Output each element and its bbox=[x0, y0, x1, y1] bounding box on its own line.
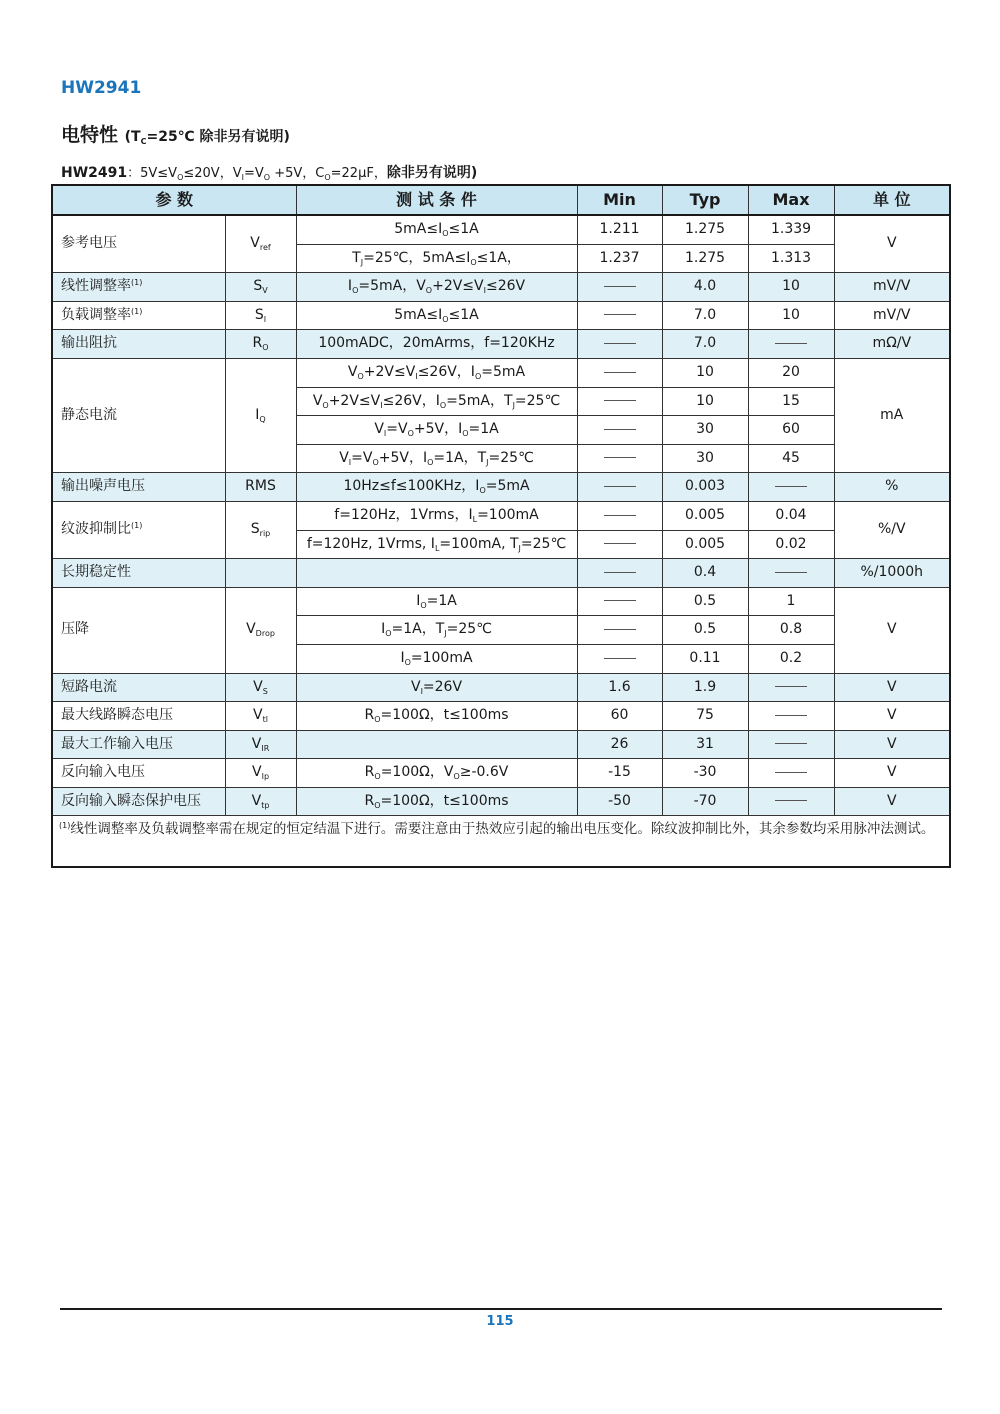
value-typ: 75 bbox=[662, 702, 748, 731]
symbol-sub: S bbox=[262, 686, 268, 696]
symbol-sub: rip bbox=[259, 529, 271, 539]
cond-tail: 除非另有说明) bbox=[386, 165, 478, 181]
footnote-row bbox=[52, 816, 950, 868]
cond-text-4: +5V，C bbox=[270, 166, 325, 181]
param-name bbox=[52, 501, 225, 558]
param-name bbox=[52, 301, 225, 330]
value-typ: 30 bbox=[662, 444, 748, 473]
footnote-ref: (1) bbox=[131, 306, 143, 316]
test-conditions-line bbox=[61, 162, 477, 182]
value-min-dash bbox=[577, 644, 662, 673]
param-symbol bbox=[225, 730, 296, 759]
header-unit: 单 位 bbox=[834, 185, 950, 215]
condition-text: I bbox=[381, 621, 386, 638]
value-min: -15 bbox=[577, 759, 662, 788]
param-symbol bbox=[225, 759, 296, 788]
table-row bbox=[52, 358, 950, 387]
param-name: 压降 bbox=[52, 587, 225, 673]
value-min-dash bbox=[577, 530, 662, 559]
condition-text: I bbox=[400, 650, 405, 666]
page-number: 115 bbox=[486, 1314, 514, 1329]
param-symbol bbox=[225, 301, 296, 330]
condition-text: =25℃，5mA≤I bbox=[363, 249, 471, 266]
value-min-dash bbox=[577, 301, 662, 330]
test-condition bbox=[296, 473, 577, 502]
condition-text: V bbox=[339, 449, 349, 466]
value-max: 15 bbox=[748, 387, 834, 416]
value-max: 60 bbox=[748, 416, 834, 445]
condition-text: =1A，T bbox=[433, 449, 487, 466]
condition-text: =5mA，T bbox=[446, 392, 513, 409]
cond-sub-1: O bbox=[177, 173, 184, 182]
table-row bbox=[52, 702, 950, 731]
condition-text: V bbox=[374, 421, 384, 438]
condition-sub: O bbox=[404, 658, 411, 667]
table-row bbox=[52, 673, 950, 702]
condition-sub: I bbox=[415, 372, 418, 382]
cond-text-5: =22μF， bbox=[330, 166, 387, 181]
table-row bbox=[52, 501, 950, 530]
condition-text: +5V，I bbox=[378, 449, 428, 466]
param-symbol bbox=[225, 787, 296, 816]
param-name-text: 线性调整率 bbox=[61, 278, 131, 295]
condition-sub: L bbox=[472, 515, 478, 525]
param-symbol bbox=[225, 358, 296, 472]
param-name-text: 负载调整率 bbox=[61, 306, 131, 323]
param-name-text: 纹波抑制比 bbox=[61, 521, 131, 538]
section-title bbox=[61, 120, 290, 147]
value-min: -50 bbox=[577, 787, 662, 816]
cond-text-1: ：5V≤V bbox=[127, 166, 178, 181]
condition-text: ≤1A bbox=[448, 221, 479, 238]
footnote-mark: (1) bbox=[59, 821, 71, 831]
value-unit: %/V bbox=[834, 501, 950, 558]
table-row bbox=[52, 730, 950, 759]
value-typ: 10 bbox=[662, 358, 748, 387]
symbol-main: S bbox=[250, 521, 260, 538]
value-min-dash bbox=[577, 616, 662, 645]
table-row bbox=[52, 330, 950, 359]
value-max-dash bbox=[748, 730, 834, 759]
condition-sub: O bbox=[474, 372, 482, 382]
condition-sub: O bbox=[425, 286, 433, 296]
param-name: 反向输入瞬态保护电压 bbox=[52, 787, 225, 816]
value-max: 45 bbox=[748, 444, 834, 473]
value-min-dash bbox=[577, 358, 662, 387]
condition-text: 10Hz≤f≤100KHz，I bbox=[343, 478, 480, 495]
document-id: HW2941 bbox=[61, 78, 142, 98]
condition-text: =5mA bbox=[481, 364, 526, 381]
value-unit: mV/V bbox=[834, 273, 950, 302]
value-unit: V bbox=[834, 730, 950, 759]
test-condition bbox=[296, 416, 577, 445]
condition-text: =V bbox=[386, 421, 408, 438]
param-symbol bbox=[225, 501, 296, 558]
condition-sub: I bbox=[348, 457, 352, 467]
value-max-dash bbox=[748, 702, 834, 731]
value-min-dash bbox=[577, 473, 662, 502]
condition-text: 5mA≤I bbox=[394, 306, 443, 323]
symbol-sub: tp bbox=[261, 800, 270, 810]
header-min: Min bbox=[577, 185, 662, 215]
section-title-text: 电特性 bbox=[61, 124, 119, 146]
condition-text: ≤26V，I bbox=[417, 364, 475, 381]
symbol-main: V bbox=[253, 707, 263, 724]
cond-sub-2: I bbox=[241, 173, 244, 182]
condition-sub: J bbox=[518, 543, 521, 553]
condition-text: ≤1A， bbox=[476, 249, 521, 266]
condition-text: ≥-0.6V bbox=[459, 764, 509, 781]
test-condition bbox=[296, 501, 577, 530]
param-symbol bbox=[225, 587, 296, 673]
symbol-sub: ref bbox=[259, 243, 271, 253]
symbol-sub: Q bbox=[259, 414, 266, 424]
condition-text: R bbox=[364, 764, 375, 781]
cond-sub-4: O bbox=[324, 173, 331, 182]
condition-text: +2V≤V bbox=[432, 278, 484, 295]
value-max: 10 bbox=[748, 273, 834, 302]
value-typ: 30 bbox=[662, 416, 748, 445]
test-condition bbox=[296, 301, 577, 330]
condition-sub: I bbox=[483, 286, 486, 296]
condition-sub: O bbox=[385, 629, 392, 639]
condition-sub: O bbox=[470, 257, 477, 267]
header-typ: Typ bbox=[662, 185, 748, 215]
table-row bbox=[52, 587, 950, 616]
condition-sub: O bbox=[439, 400, 447, 410]
param-symbol bbox=[225, 330, 296, 359]
electrical-characteristics-table bbox=[51, 184, 951, 868]
param-symbol bbox=[225, 273, 296, 302]
param-name bbox=[52, 273, 225, 302]
test-condition bbox=[296, 215, 577, 244]
condition-sub: I bbox=[380, 400, 383, 410]
condition-text: +2V≤V bbox=[328, 392, 381, 409]
value-max: 10 bbox=[748, 301, 834, 330]
condition-sub: J bbox=[512, 400, 515, 410]
value-min: 1.237 bbox=[577, 244, 662, 273]
header-conditions: 测 试 条 件 bbox=[296, 185, 577, 215]
cond-text-2: ≤20V，V bbox=[183, 166, 242, 181]
test-condition bbox=[296, 759, 577, 788]
test-condition bbox=[296, 644, 577, 673]
param-name: 长期稳定性 bbox=[52, 559, 225, 588]
condition-text: I bbox=[416, 592, 421, 609]
value-max-dash bbox=[748, 787, 834, 816]
condition-text: =1A bbox=[468, 421, 499, 438]
value-unit: mV/V bbox=[834, 301, 950, 330]
value-unit: % bbox=[834, 473, 950, 502]
footnote-text: 线性调整率及负载调整率需在规定的恒定结温下进行。需要注意由于热效应引起的输出电压变化。除纹波抑制比外，其余参数均采用脉冲法测试。 bbox=[70, 821, 935, 838]
param-name: 反向输入电压 bbox=[52, 759, 225, 788]
value-min: 1.211 bbox=[577, 215, 662, 244]
footnote bbox=[52, 816, 950, 868]
param-symbol bbox=[225, 702, 296, 731]
value-typ: 0.11 bbox=[662, 644, 748, 673]
table-row bbox=[52, 787, 950, 816]
condition-text: ≤26V，I bbox=[382, 392, 440, 409]
value-typ: -30 bbox=[662, 759, 748, 788]
condition-text: =25℃ bbox=[488, 449, 534, 466]
table-row bbox=[52, 559, 950, 588]
value-typ: -70 bbox=[662, 787, 748, 816]
table-row bbox=[52, 473, 950, 502]
value-max: 1 bbox=[748, 587, 834, 616]
condition-text: +5V，I bbox=[413, 421, 463, 438]
condition-sub: O bbox=[462, 429, 469, 439]
value-typ: 0.003 bbox=[662, 473, 748, 502]
condition-text: =26V bbox=[422, 678, 463, 695]
test-condition bbox=[296, 444, 577, 473]
value-typ: 7.0 bbox=[662, 330, 748, 359]
value-max-dash bbox=[748, 673, 834, 702]
test-condition bbox=[296, 358, 577, 387]
value-max: 20 bbox=[748, 358, 834, 387]
symbol-sub: IR bbox=[261, 743, 270, 753]
symbol-sub: Ip bbox=[261, 772, 270, 782]
symbol-main: I bbox=[255, 406, 260, 423]
value-min: 1.6 bbox=[577, 673, 662, 702]
symbol-main: V bbox=[246, 621, 256, 638]
test-condition: 100mADC，20mArms，f=120KHz bbox=[296, 330, 577, 359]
condition-sub: L bbox=[434, 543, 440, 553]
param-symbol bbox=[225, 673, 296, 702]
condition-sub: J bbox=[360, 257, 364, 267]
footnote-ref: (1) bbox=[131, 521, 143, 531]
condition-text: R bbox=[364, 707, 375, 724]
condition-sub: O bbox=[357, 372, 364, 382]
value-min: 26 bbox=[577, 730, 662, 759]
condition-text: =100Ω，t≤100ms bbox=[380, 707, 509, 724]
value-max: 0.04 bbox=[748, 501, 834, 530]
value-min-dash bbox=[577, 273, 662, 302]
test-condition bbox=[296, 273, 577, 302]
symbol-main: V bbox=[251, 735, 262, 752]
param-symbol bbox=[225, 215, 296, 273]
value-typ: 1.275 bbox=[662, 244, 748, 273]
value-max-dash bbox=[748, 473, 834, 502]
test-condition bbox=[296, 559, 577, 588]
condition-text: T bbox=[352, 249, 361, 266]
value-typ: 10 bbox=[662, 387, 748, 416]
condition-text: =25℃ bbox=[446, 621, 492, 638]
value-typ: 0.005 bbox=[662, 530, 748, 559]
value-unit: %/1000h bbox=[834, 559, 950, 588]
value-typ: 1.9 bbox=[662, 673, 748, 702]
condition-text: =100mA bbox=[477, 507, 539, 524]
cond-sub-3: O bbox=[263, 173, 271, 182]
section-condition-prefix: (T bbox=[124, 129, 141, 145]
condition-text: =100Ω，V bbox=[380, 764, 454, 781]
value-min-dash bbox=[577, 501, 662, 530]
value-typ: 0.4 bbox=[662, 559, 748, 588]
value-max: 0.2 bbox=[748, 644, 834, 673]
value-typ: 0.5 bbox=[662, 587, 748, 616]
param-name: 静态电流 bbox=[52, 358, 225, 472]
value-unit: V bbox=[834, 787, 950, 816]
condition-text: =5mA，V bbox=[358, 278, 426, 295]
footer-divider bbox=[60, 1308, 942, 1310]
condition-sub: O bbox=[442, 229, 449, 239]
table-row bbox=[52, 759, 950, 788]
condition-sub: O bbox=[479, 486, 486, 496]
section-condition-suffix: =25℃ 除非另有说明) bbox=[146, 129, 290, 145]
param-name: 最大工作输入电压 bbox=[52, 730, 225, 759]
condition-sub: O bbox=[427, 457, 434, 467]
test-condition bbox=[296, 730, 577, 759]
test-condition bbox=[296, 244, 577, 273]
condition-text: =25℃ bbox=[520, 535, 567, 552]
value-min-dash bbox=[577, 587, 662, 616]
param-name: 参考电压 bbox=[52, 215, 225, 273]
condition-text: V bbox=[312, 392, 323, 409]
value-typ: 1.275 bbox=[662, 215, 748, 244]
symbol-main: R bbox=[252, 335, 263, 352]
value-max-dash bbox=[748, 559, 834, 588]
value-unit: mA bbox=[834, 358, 950, 472]
symbol-sub: tl bbox=[262, 715, 268, 725]
cond-text-3: =V bbox=[243, 166, 264, 181]
section-condition bbox=[125, 129, 290, 145]
value-min-dash bbox=[577, 559, 662, 588]
value-min-dash bbox=[577, 444, 662, 473]
condition-sub: O bbox=[374, 800, 381, 810]
value-unit: V bbox=[834, 587, 950, 673]
param-name: 输出噪声电压 bbox=[52, 473, 225, 502]
value-typ: 0.5 bbox=[662, 616, 748, 645]
value-unit: V bbox=[834, 673, 950, 702]
condition-text: =V bbox=[351, 449, 373, 466]
condition-text: R bbox=[364, 792, 375, 809]
symbol-main: V bbox=[251, 792, 262, 809]
param-name: 最大线路瞬态电压 bbox=[52, 702, 225, 731]
condition-text: I bbox=[347, 278, 353, 295]
value-max-dash bbox=[748, 330, 834, 359]
param-symbol bbox=[225, 559, 296, 588]
symbol-sub: V bbox=[262, 286, 268, 296]
value-typ: 4.0 bbox=[662, 273, 748, 302]
condition-sub: O bbox=[374, 715, 381, 725]
condition-sub: O bbox=[374, 772, 381, 782]
value-unit: V bbox=[834, 215, 950, 273]
symbol-sub: Drop bbox=[255, 629, 275, 639]
value-min-dash bbox=[577, 330, 662, 359]
symbol-main: S bbox=[254, 306, 264, 323]
param-symbol: RMS bbox=[225, 473, 296, 502]
condition-text: =100mA, T bbox=[439, 535, 519, 552]
table-row bbox=[52, 215, 950, 244]
condition-text: 5mA≤I bbox=[394, 221, 443, 238]
symbol-sub: I bbox=[263, 314, 267, 324]
symbol-main: V bbox=[253, 678, 263, 695]
header-max: Max bbox=[748, 185, 834, 215]
condition-text: =1A，T bbox=[391, 621, 445, 638]
value-max-dash bbox=[748, 759, 834, 788]
condition-text: =25℃ bbox=[514, 392, 561, 409]
condition-text: =5mA bbox=[485, 478, 530, 495]
value-min: 60 bbox=[577, 702, 662, 731]
value-unit: mΩ/V bbox=[834, 330, 950, 359]
param-name: 输出阻抗 bbox=[52, 330, 225, 359]
value-unit: V bbox=[834, 702, 950, 731]
condition-text: +2V≤V bbox=[363, 364, 416, 381]
condition-text: V bbox=[410, 678, 421, 695]
test-condition bbox=[296, 616, 577, 645]
test-condition bbox=[296, 530, 577, 559]
test-condition bbox=[296, 587, 577, 616]
value-unit: V bbox=[834, 759, 950, 788]
value-max: 1.339 bbox=[748, 215, 834, 244]
condition-sub: J bbox=[486, 457, 489, 467]
condition-sub: J bbox=[444, 629, 447, 639]
table-header-row bbox=[52, 185, 950, 215]
condition-text: =100Ω，t≤100ms bbox=[380, 792, 509, 809]
value-min-dash bbox=[577, 387, 662, 416]
value-min-dash bbox=[577, 416, 662, 445]
table-row bbox=[52, 273, 950, 302]
symbol-main: S bbox=[253, 278, 263, 295]
section-condition-sub: C bbox=[140, 137, 147, 146]
condition-text: ≤1A bbox=[448, 306, 479, 323]
condition-sub: I bbox=[420, 686, 423, 696]
value-typ: 7.0 bbox=[662, 301, 748, 330]
footnote-ref: (1) bbox=[131, 278, 143, 288]
param-name: 短路电流 bbox=[52, 673, 225, 702]
value-typ: 0.005 bbox=[662, 501, 748, 530]
condition-sub: O bbox=[420, 600, 427, 610]
condition-text: V bbox=[347, 364, 358, 381]
condition-sub: O bbox=[352, 286, 359, 296]
value-max: 0.02 bbox=[748, 530, 834, 559]
table-row bbox=[52, 301, 950, 330]
test-condition bbox=[296, 387, 577, 416]
test-condition bbox=[296, 673, 577, 702]
value-max: 0.8 bbox=[748, 616, 834, 645]
value-typ: 31 bbox=[662, 730, 748, 759]
condition-sub: I bbox=[383, 429, 387, 439]
condition-sub: O bbox=[372, 457, 379, 467]
condition-sub: O bbox=[322, 400, 329, 410]
value-max: 1.313 bbox=[748, 244, 834, 273]
test-condition bbox=[296, 702, 577, 731]
symbol-main: V bbox=[250, 235, 260, 252]
header-param: 参 数 bbox=[52, 185, 296, 215]
condition-sub: O bbox=[442, 314, 449, 324]
condition-text: =100mA bbox=[410, 650, 473, 666]
symbol-main: V bbox=[252, 764, 262, 781]
symbol-sub: O bbox=[262, 343, 269, 353]
test-condition bbox=[296, 787, 577, 816]
condition-text: =1A bbox=[426, 592, 457, 609]
condition-text: f=120Hz，1Vrms，I bbox=[334, 507, 473, 524]
condition-sub: O bbox=[407, 429, 414, 439]
condition-text: f=120Hz, 1Vrms, I bbox=[306, 535, 435, 552]
condition-text: ≤26V bbox=[485, 278, 526, 295]
model-name: HW2491 bbox=[61, 165, 128, 181]
condition-sub: O bbox=[453, 772, 460, 782]
